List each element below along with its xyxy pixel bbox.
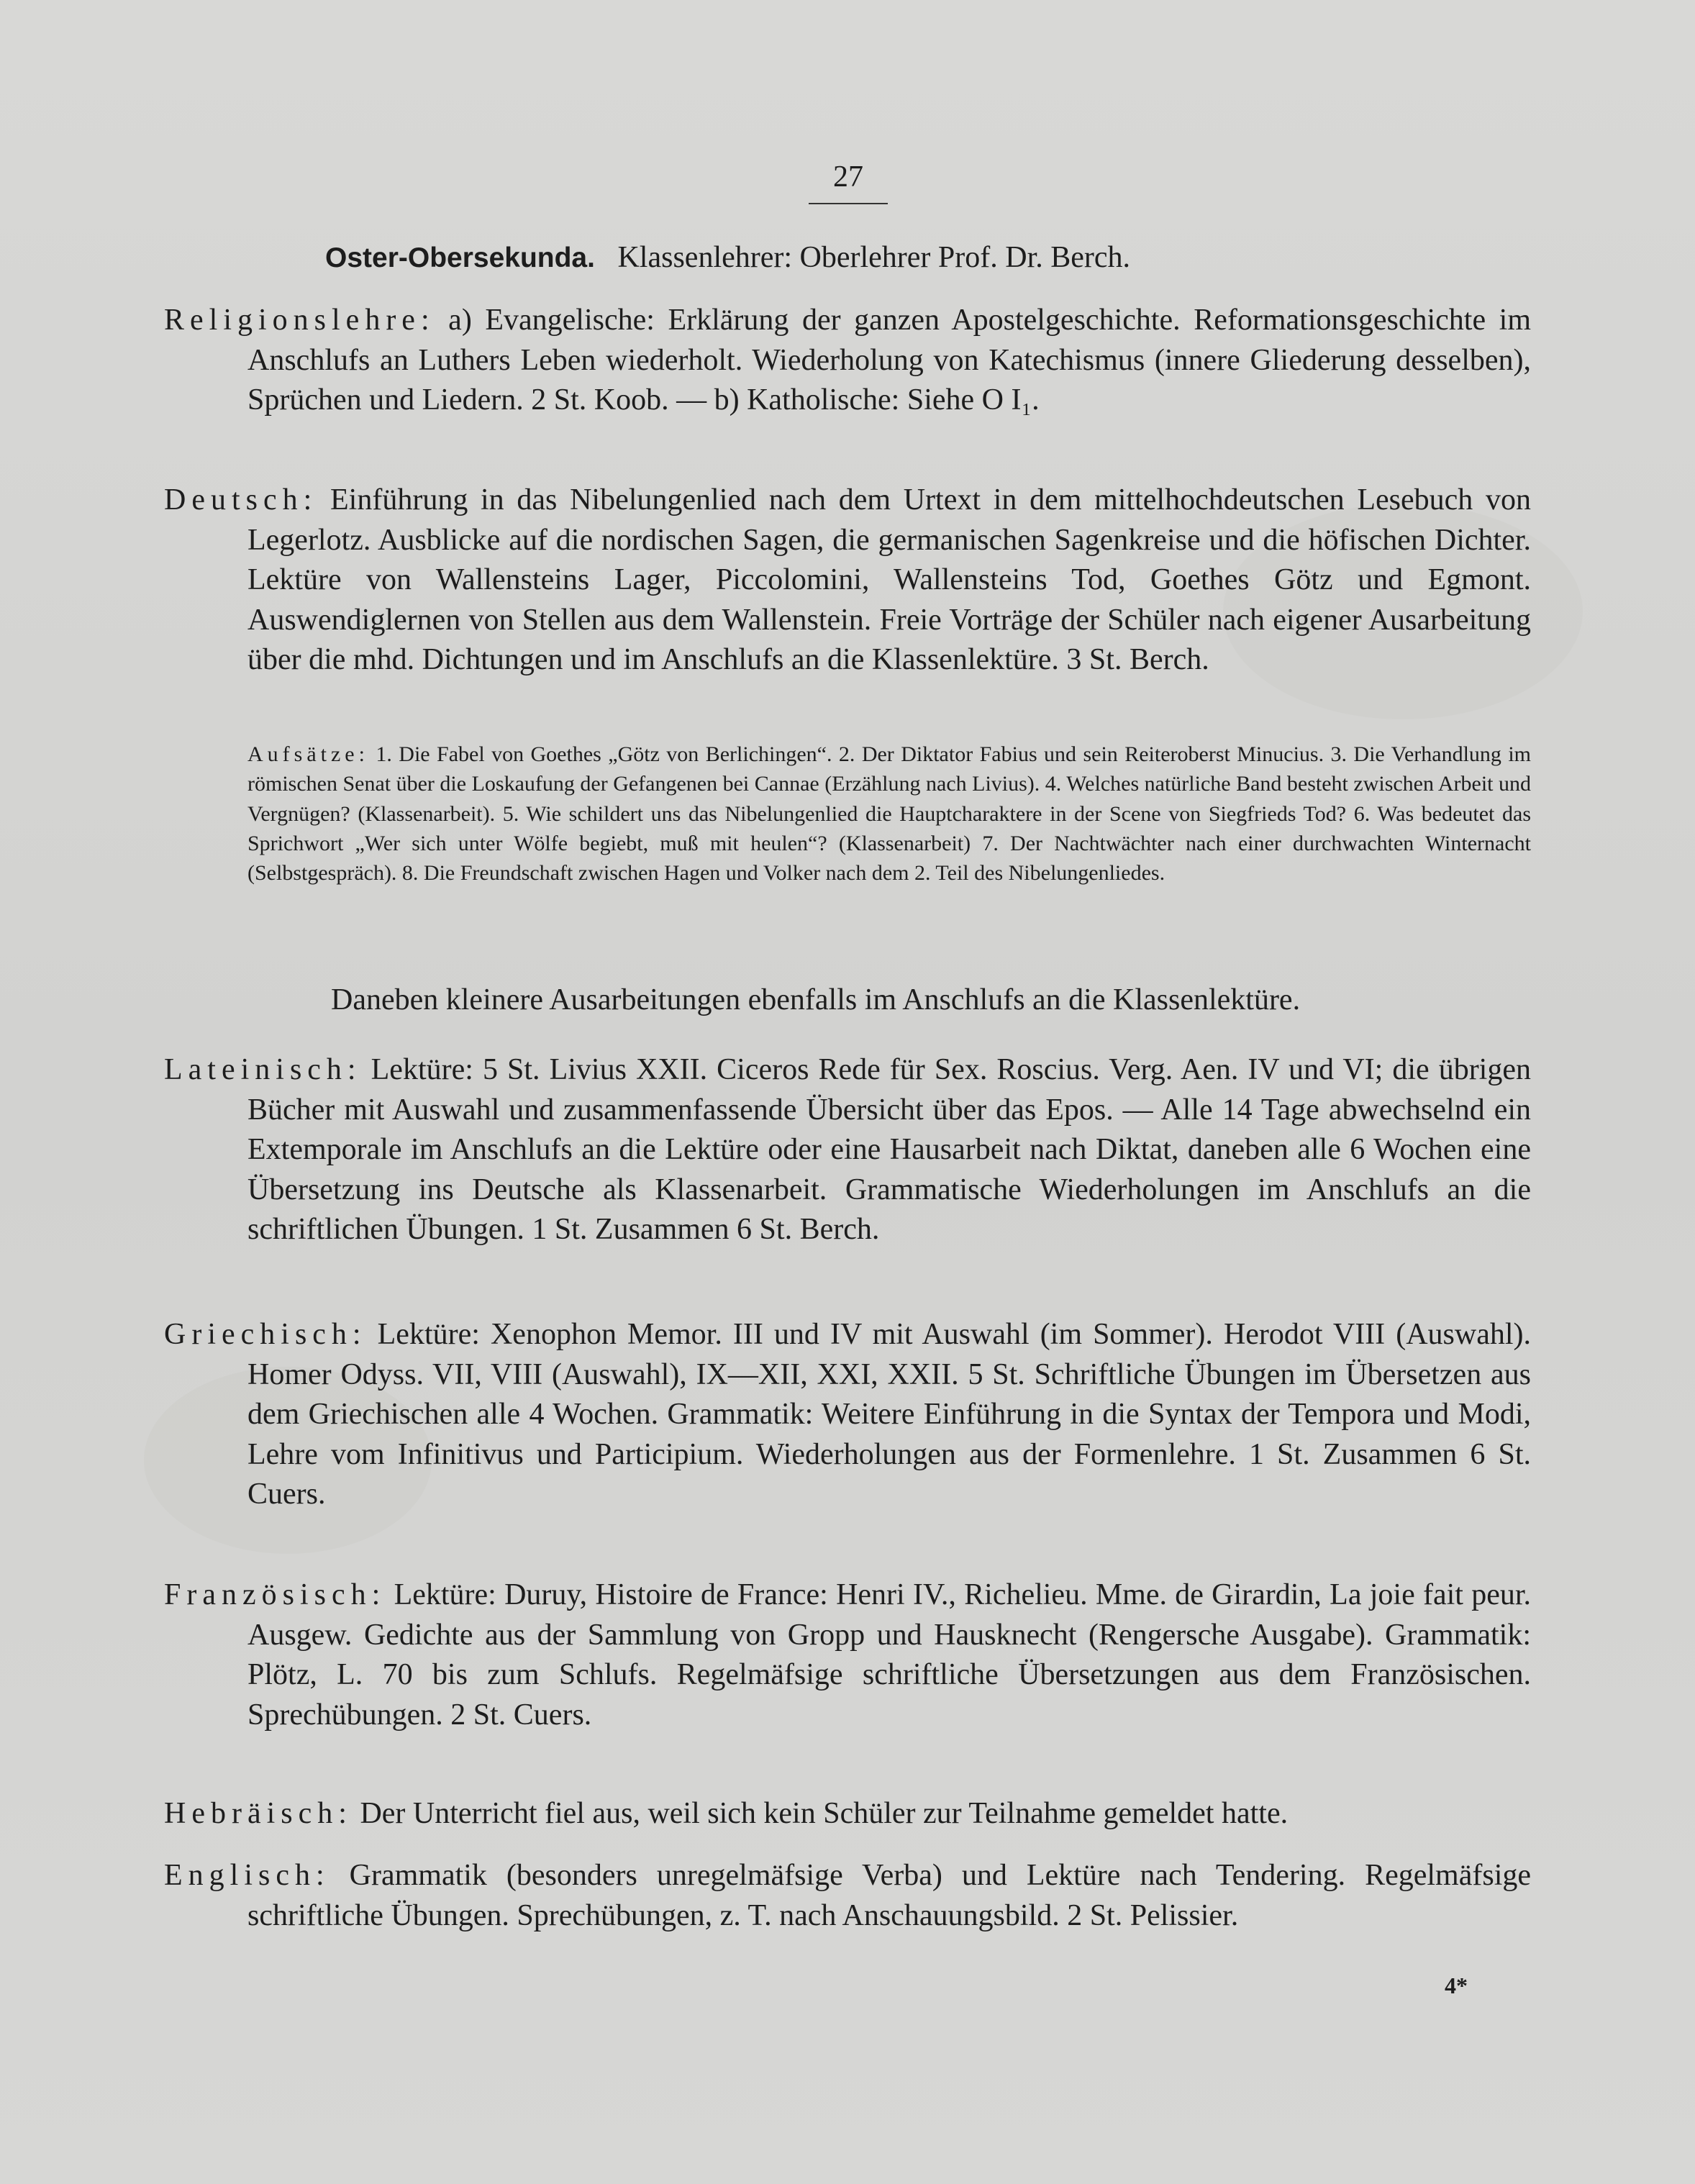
- aufsaetze-label: Aufsätze:: [247, 742, 369, 766]
- section-label: Religionslehre:: [164, 304, 435, 337]
- section-hebraeisch: [164, 1794, 1531, 1834]
- page-number-rule: [809, 203, 888, 204]
- signature-mark: 4*: [1445, 1973, 1468, 1998]
- class-name: Oster-Obersekunda.: [325, 242, 595, 273]
- section-label: Griechisch:: [164, 1318, 367, 1351]
- section-latein: [164, 1050, 1531, 1250]
- section-text: Lektüre: 5 St. Livius XXII. Ciceros Rede für Sex. Roscius. Verg. Aen. IV und VI; die übrigen Bücher mit Auswahl und zusammenfassende Übersicht über das Epos. — Alle 14 Tage abwechselnd ein Extemporale im Anschlufs an die Lektüre oder eine Hausarbeit nach Diktat, daneben alle 6 Wochen eine Übersetzung ins Deutsche als Klassenarbeit. Grammatische Wiederholungen im Anschlufs an die schriftlichen Übungen. 1 St. Zusammen 6 St. Berch.: [247, 1053, 1531, 1246]
- class-teacher: Klassenlehrer: Oberlehrer Prof. Dr. Berch.: [617, 241, 1131, 274]
- section-label: Französisch:: [164, 1578, 386, 1611]
- aufsaetze-block: [247, 740, 1531, 888]
- section-religion: [164, 301, 1531, 421]
- section-text: a) Evangelische: Erklärung der ganzen Apostelgeschichte. Reformationsgeschichte im Anschlufs an Luthers Leben wiederholt. Wiederholung von Katechismus (innere Gliederung desselben), Sprüchen und Liedern. 2 St. Koob. — b) Katholische: Siehe O I₁.: [247, 304, 1531, 417]
- section-label: Lateinisch:: [164, 1053, 362, 1086]
- daneben-line: Daneben kleinere Ausarbeitungen ebenfalls im Anschlufs an die Klassenlektüre.: [331, 983, 1301, 1016]
- section-text: Lektüre: Xenophon Memor. III und IV mit Auswahl (im Sommer). Herodot VIII (Auswahl). Homer Odyss. VII, VIII (Auswahl), IX—XII, XXI, XXII. 5 St. Schriftliche Übungen im Übersetzen aus dem Griechischen alle 4 Wochen. Grammatik: Weitere Einführung in die Syntax der Tempora und Modi, Lehre vom Infinitivus und Participium. Wiederholungen aus der Formenlehre. 1 St. Zusammen 6 St. Cuers.: [247, 1318, 1532, 1511]
- section-text: Der Unterricht fiel aus, weil sich kein Schüler zur Teilnahme gemeldet hatte.: [360, 1797, 1289, 1830]
- section-text: Lektüre: Duruy, Histoire de France: Henri IV., Richelieu. Mme. de Girardin, La joie fait peur. Ausgew. Gedichte aus der Sammlung von Gropp und Hausknecht (Rengersche Ausgabe). Grammatik: Plötz, L. 70 bis zum Schlufs. Regelmäfsige schriftliche Übersetzungen aus dem Französischen. Sprechübungen. 2 St. Cuers.: [247, 1578, 1532, 1732]
- section-label: Englisch:: [164, 1859, 330, 1892]
- section-griechisch: [164, 1315, 1531, 1515]
- aufsaetze-text: 1. Die Fabel von Goethes „Götz von Berlichingen“. 2. Der Diktator Fabius und sein Reiteroberst Minucius. 3. Die Verhandlung im römischen Senat über die Loskaufung der Gefangenen bei Cannae (Erzählung nach Livius). 4. Welches natürliche Band besteht zwischen Arbeit und Vergnügen? (Klassenarbeit). 5. Wie schildert uns das Nibelungenlied die Hauptcharaktere in der Scene von Siegfrieds Tod? 6. Was bedeutet das Sprichwort „Wer sich unter Wölfe begiebt, muß mit heulen“? (Klassenarbeit) 7. Der Nachtwächter nach einer durchwachten Winternacht (Selbstgespräch). 8. Die Freundschaft zwischen Hagen und Volker nach dem 2. Teil des Nibelungenliedes.: [247, 742, 1532, 886]
- section-text: Grammatik (besonders unregelmäfsige Verba) und Lektüre nach Tendering. Regelmäfsige schriftliche Übungen. Sprechübungen, z. T. nach Anschauungsbild. 2 St. Pelissier.: [247, 1859, 1531, 1932]
- section-deutsch: [164, 481, 1531, 681]
- section-label: Hebräisch:: [164, 1797, 353, 1830]
- section-franzoesisch: [164, 1575, 1531, 1735]
- section-englisch: [164, 1856, 1531, 1936]
- page-number: 27: [833, 160, 863, 194]
- section-label: Deutsch:: [164, 483, 318, 517]
- class-heading: [325, 240, 1130, 275]
- section-text: Einführung in das Nibelungenlied nach dem Urtext in dem mittelhochdeutschen Lesebuch von Legerlotz. Ausblicke auf die nordischen Sagen, die germanischen Sagenkreise und die höfischen Dichter. Lektüre von Wallensteins Lager, Piccolomini, Wallensteins Tod, Goethes Götz und Egmont. Auswendiglernen von Stellen aus dem Wallenstein. Freie Vorträge der Schüler nach eigener Ausarbeitung über die mhd. Dichtungen und im Anschlufs an die Klassenlektüre. 3 St. Berch.: [247, 483, 1532, 676]
